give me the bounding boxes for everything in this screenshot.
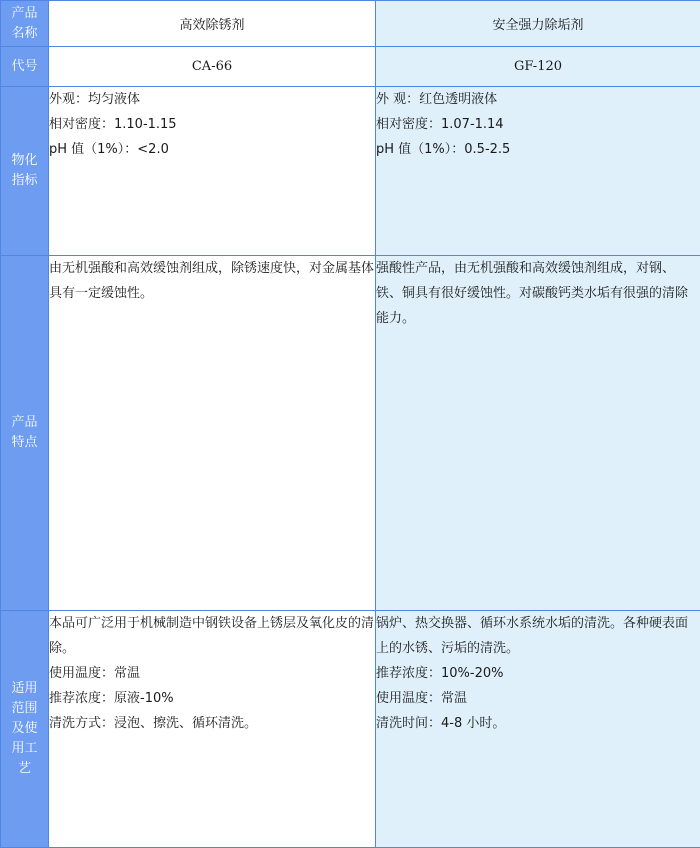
left-usage-concentration: 推荐浓度：原液-10%	[49, 686, 375, 711]
label-product-name: 产品 名称	[1, 1, 49, 47]
right-usage-temperature: 使用温度：常温	[376, 686, 700, 711]
right-usage	[376, 611, 700, 848]
right-physchem-appearance: 外 观：红色透明液体	[376, 87, 700, 112]
row-physchem	[1, 87, 700, 256]
right-usage-time: 清洗时间：4-8 小时。	[376, 711, 700, 736]
right-features	[376, 256, 700, 611]
left-features-text: 由无机强酸和高效缓蚀剂组成，除锈速度快，对金属基体具有一定缓蚀性。	[49, 256, 375, 306]
right-physchem-ph: pH 值（1%）：0.5-2.5	[376, 137, 700, 162]
right-product-name: 安全强力除垢剂	[376, 1, 700, 47]
row-usage	[1, 611, 700, 848]
label-features: 产品 特点	[1, 256, 49, 611]
label-physchem: 物化 指标	[1, 87, 49, 256]
right-physchem	[376, 87, 700, 256]
left-product-name: 高效除锈剂	[49, 1, 376, 47]
left-physchem-density: 相对密度：1.10-1.15	[49, 112, 375, 137]
right-features-text: 强酸性产品，由无机强酸和高效缓蚀剂组成，对钢、铁、铜具有很好缓蚀性。对碳酸钙类水垢有很强的清除能力。	[376, 256, 700, 331]
right-code: GF-120	[376, 47, 700, 87]
label-code: 代号	[1, 47, 49, 87]
row-product-name	[1, 1, 700, 47]
row-code	[1, 47, 700, 87]
left-code: CA-66	[49, 47, 376, 87]
right-physchem-density: 相对密度：1.07-1.14	[376, 112, 700, 137]
left-physchem-appearance: 外观：均匀液体	[49, 87, 375, 112]
right-usage-scope: 锅炉、热交换器、循环水系统水垢的清洗。各种硬表面上的水锈、污垢的清洗。	[376, 611, 700, 661]
right-usage-concentration: 推荐浓度：10%-20%	[376, 661, 700, 686]
left-usage-method: 清洗方式：浸泡、擦洗、循环清洗。	[49, 711, 375, 736]
left-usage-scope: 本品可广泛用于机械制造中钢铁设备上锈层及氧化皮的清除。	[49, 611, 375, 661]
left-physchem	[49, 87, 376, 256]
row-features	[1, 256, 700, 611]
left-physchem-ph: pH 值（1%）：<2.0	[49, 137, 375, 162]
left-usage	[49, 611, 376, 848]
label-usage: 适用 范围 及使 用工 艺	[1, 611, 49, 848]
left-features	[49, 256, 376, 611]
left-usage-temperature: 使用温度：常温	[49, 661, 375, 686]
